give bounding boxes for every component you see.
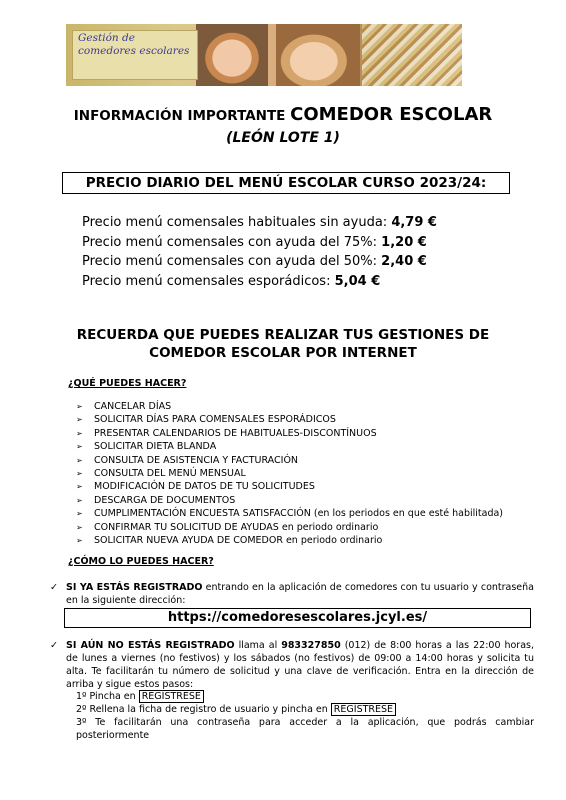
child-photo-left: [196, 24, 268, 86]
price-row: [82, 233, 437, 253]
action-extra: en periodo ordinario: [282, 535, 383, 547]
food-photo: [362, 24, 462, 86]
price-value: 5,04 €: [334, 273, 381, 289]
arrow-bullet-icon: ➢: [76, 442, 83, 452]
arrow-bullet-icon: ➢: [76, 536, 83, 546]
not-registered-text-1: llama al: [234, 640, 282, 651]
arrow-bullet-icon: ➢: [76, 495, 83, 505]
price-value: 2,40 €: [381, 254, 427, 269]
list-item: [76, 413, 503, 426]
actions-list: [76, 400, 503, 547]
internet-reminder: [0, 326, 566, 362]
list-item: [76, 440, 503, 453]
list-item: [76, 480, 503, 493]
action-label: CANCELAR DÍAS: [94, 401, 172, 412]
action-extra: (en los periodos en que esté habilitada): [310, 508, 504, 520]
list-item: [76, 400, 503, 413]
price-row: [82, 272, 437, 292]
list-item: [76, 494, 503, 507]
title-prefix: INFORMACIÓN IMPORTANTE: [73, 108, 286, 124]
register-link-2[interactable]: REGÍSTRESE: [331, 703, 396, 716]
list-item: [76, 507, 503, 520]
action-label: CONSULTA DEL MENÚ MENSUAL: [94, 468, 246, 480]
price-value: 4,79 €: [391, 215, 437, 230]
arrow-bullet-icon: ➢: [76, 428, 83, 438]
phone-number: 983327850: [281, 640, 341, 651]
list-item: [76, 427, 503, 440]
checkmark-icon: ✓: [50, 582, 58, 593]
arrow-bullet-icon: ➢: [76, 469, 83, 479]
how-heading: ¿CÓMO LO PUEDES HACER?: [68, 556, 214, 567]
action-label: DESCARGA DE DOCUMENTOS: [94, 494, 236, 506]
price-row: [82, 213, 437, 233]
price-label: Precio menú comensales con ayuda del 75%:: [82, 234, 382, 250]
price-row: [82, 252, 437, 272]
arrow-bullet-icon: ➢: [76, 455, 83, 465]
what-heading: ¿QUÉ PUEDES HACER?: [68, 378, 187, 389]
not-registered-text-2: (012) de 8:00 horas a las 22:00 horas, de lunes a viernes (no festivos) y los sábados (no festivos) de 09:00 a 14:00 horas y solicita tu alta. Te facilitarán tu número de solicitud y una clave de verificación. Entra en la dirección de arriba y sigue estos pasos:: [66, 640, 535, 690]
arrow-bullet-icon: ➢: [76, 402, 83, 411]
list-item: [76, 454, 503, 467]
logo-line-2: comedores escolares: [78, 45, 190, 57]
register-link-1[interactable]: REGÍSTRESE: [139, 690, 204, 703]
reminder-line-2: COMEDOR ESCOLAR POR INTERNET: [149, 345, 417, 361]
not-registered-paragraph: [50, 639, 534, 691]
page-title: [0, 104, 566, 125]
checkmark-icon: ✓: [50, 640, 58, 651]
title-main: COMEDOR ESCOLAR: [290, 104, 493, 125]
reminder-line-1: RECUERDA QUE PUEDES REALIZAR TUS GESTIONES DE: [76, 327, 490, 343]
arrow-bullet-icon: ➢: [76, 415, 83, 425]
list-item: [76, 467, 503, 480]
price-label: Precio menú comensales esporádicos:: [82, 273, 335, 289]
action-extra: en periodo ordinario: [278, 521, 379, 533]
page-subtitle: (LEÓN LOTE 1): [226, 130, 340, 146]
logo-line-1: Gestión de: [78, 32, 135, 44]
registration-steps: [76, 690, 534, 742]
action-label: CONFIRMAR TU SOLICITUD DE AYUDAS: [94, 521, 279, 533]
price-value: 1,20 €: [381, 234, 427, 250]
action-label: SOLICITAR DÍAS PARA COMENSALES ESPORÁDICOS: [94, 414, 336, 426]
list-item: [76, 521, 503, 534]
step-2: [76, 703, 534, 716]
step-3: 3º Te facilitarán una contraseña para acceder a la aplicación, que podrás cambiar posteriormente: [76, 717, 534, 741]
list-item: [76, 534, 503, 547]
not-registered-bold: SI AÚN NO ESTÁS REGISTRADO: [66, 640, 235, 651]
child-photo-right: [276, 24, 360, 86]
price-list: [82, 213, 437, 291]
action-label: MODIFICACIÓN DE DATOS DE TU SOLICITUDES: [94, 481, 315, 493]
step-1-text: 1º Pincha en: [76, 691, 139, 702]
price-heading-box: PRECIO DIARIO DEL MENÚ ESCOLAR CURSO 2023/24:: [62, 172, 510, 194]
arrow-bullet-icon: ➢: [76, 522, 83, 532]
action-label: CUMPLIMENTACIÓN ENCUESTA SATISFACCIÓN: [94, 508, 311, 520]
price-label: Precio menú comensales con ayuda del 50%:: [82, 254, 382, 269]
app-url-link[interactable]: https://comedoresescolares.jcyl.es/: [64, 608, 531, 628]
step-2-text: 2º Rellena la ficha de registro de usuario y pincha en: [76, 704, 331, 715]
registered-text: entrando en la aplicación de comedores con tu usuario y contraseña en la siguiente dirección:: [66, 582, 534, 606]
step-1: [76, 690, 534, 703]
action-label: SOLICITAR NUEVA AYUDA DE COMEDOR: [94, 535, 283, 547]
registered-paragraph: [50, 581, 534, 607]
action-label: SOLICITAR DIETA BLANDA: [94, 441, 217, 453]
registered-bold: SI YA ESTÁS REGISTRADO: [66, 582, 203, 593]
arrow-bullet-icon: ➢: [76, 509, 83, 519]
action-label: CONSULTA DE ASISTENCIA Y FACTURACIÓN: [94, 454, 299, 466]
price-label: Precio menú comensales habituales sin ayuda:: [82, 215, 392, 230]
logo-text: [78, 32, 189, 58]
header-banner-image: [66, 24, 462, 86]
action-label: PRESENTAR CALENDARIOS DE HABITUALES-DISCONTÍNUOS: [94, 427, 377, 439]
arrow-bullet-icon: ➢: [76, 482, 83, 492]
